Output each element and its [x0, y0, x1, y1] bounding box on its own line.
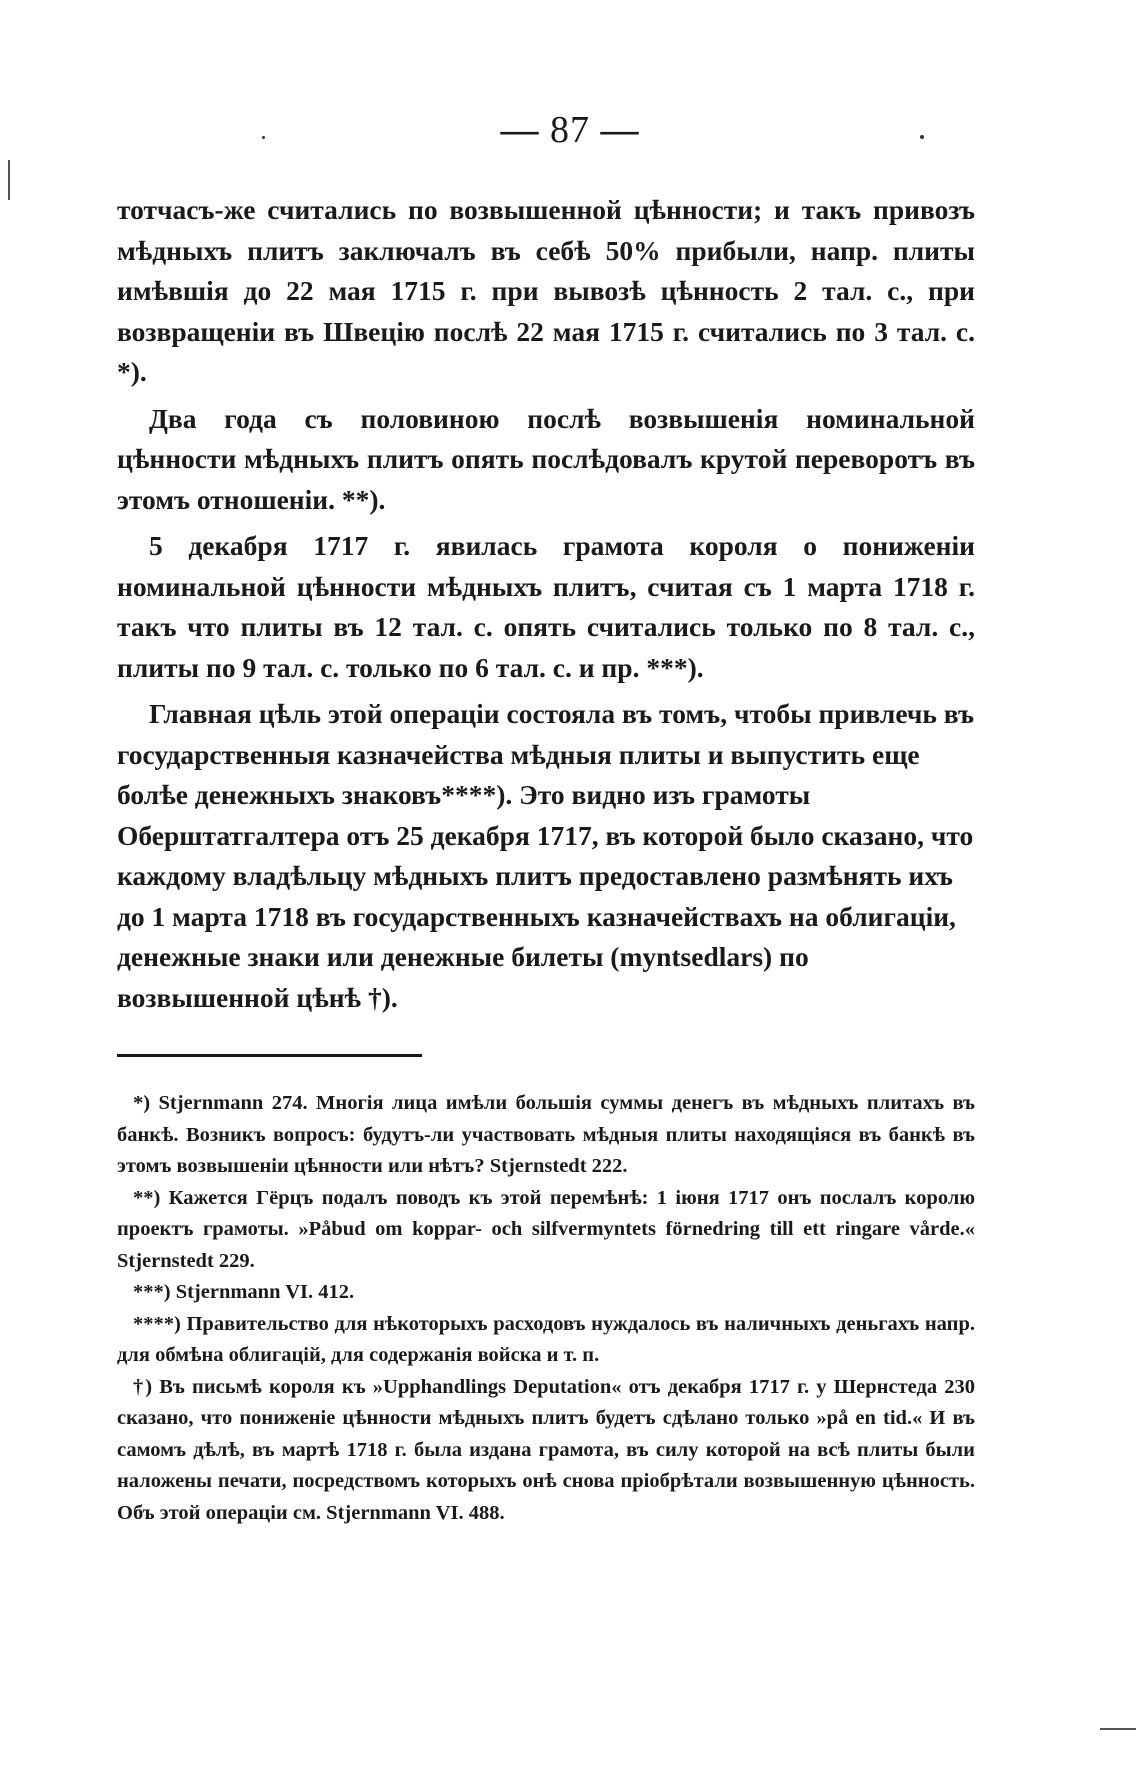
left-dash: —	[500, 109, 550, 151]
paragraph-1: тотчасъ-же считались по возвышенной цѣнности; и такъ привозъ мѣдныхъ плитъ заключалъ въ себѣ 50% прибыли, напр. плиты имѣвшія до 22 мая 1715 г. при вывозѣ цѣнность 2 тал. с., при возвращеніи въ Швецію послѣ 22 мая 1715 г. считались по 3 тал. с. *).	[117, 194, 975, 387]
footnote-separator	[117, 1054, 422, 1057]
paragraph-2: Два года съ половиною послѣ возвышенія номинальной цѣнности мѣдныхъ плитъ опять послѣдовалъ крутой переворотъ въ этомъ отношеніи. **).	[117, 402, 975, 515]
page-number: 87	[550, 109, 590, 151]
footnote-2: **) Кажется Гёрцъ подалъ поводъ къ этой перемѣнѣ: 1 іюня 1717 онъ послалъ королю проектъ грамоты. »Påbud om koppar- och silfvermyntets förnedring till ett ringare vårde.« Stjernstedt 229.	[117, 1186, 975, 1272]
paragraph-3: 5 декабря 1717 г. явилась грамота короля о пониженіи номинальной цѣнности мѣдныхъ плитъ, считая съ 1 марта 1718 г. такъ что плиты въ 12 тал. с. опять считались только по 8 тал. с., плиты по 9 тал. с. только по 6 тал. с. и пр. ***).	[117, 530, 975, 683]
footnote-3: ***) Stjernmann VI. 412.	[133, 1281, 355, 1303]
main-text	[117, 190, 975, 1024]
footnote-5: †) Въ письмѣ короля къ »Upphandlings Deputation« отъ декабря 1717 г. у Шернстеда 230 сказано, что пониженіе цѣнности мѣдныхъ плитъ будетъ сдѣлано только »på en tid.« И въ самомъ дѣлѣ, въ мартѣ 1718 г. была издана грамота, въ силу которой на всѣ плиты были наложены печати, посредствомъ которыхъ онѣ снова пріобрѣтали возвышенную цѣнность. Объ этой операціи см. Stjernmann VI. 488.	[117, 1375, 975, 1524]
footnotes	[117, 1088, 975, 1529]
scan-speck	[920, 135, 924, 139]
scan-speck	[262, 136, 265, 139]
scan-edge-mark	[1100, 1728, 1136, 1730]
page-number-header	[0, 108, 1140, 152]
scan-edge-mark	[8, 160, 10, 200]
paragraph-4: Главная цѣль этой операціи состояла въ томъ, чтобы привлечь въ государственныя казначейства мѣдныя плиты и выпустить еще болѣе денежныхъ знаковъ****). Это видно изъ грамоты Оберштатгалтера отъ 25 декабря 1717, въ которой было сказано, что каждому владѣльцу мѣдныхъ плитъ предоставлено размѣнять ихъ до 1 марта 1718 въ государственныхъ казначействахъ на облигаціи, денежные знаки или денежные билеты (myntsedlars) по возвышенной цѣнѣ †).	[117, 698, 974, 1013]
footnote-1: *) Stjernmann 274. Многія лица имѣли большія суммы денегъ въ мѣдныхъ плитахъ въ банкѣ. Возникъ вопросъ: будутъ-ли участвовать мѣдныя плиты находящіяся въ банкѣ въ этомъ возвышеніи цѣнности или нѣтъ? Stjernstedt 222.	[117, 1092, 975, 1177]
right-dash: —	[590, 109, 640, 151]
footnote-4: ****) Правительство для нѣкоторыхъ расходовъ нуждалось въ наличныхъ деньгахъ напр. для обмѣна облигацій, для содержанія войска и т. п.	[117, 1312, 975, 1366]
